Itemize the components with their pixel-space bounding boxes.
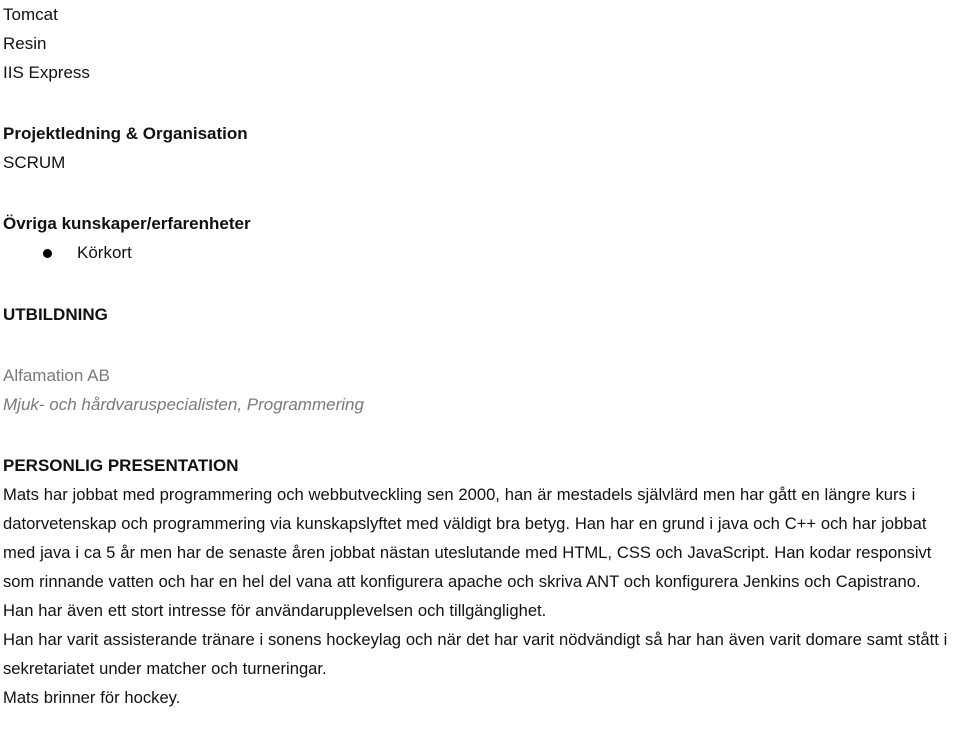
presentation-paragraph: Mats har jobbat med programmering och webbutveckling sen 2000, han är mestadels självlärd men har gått en längre kurs i datorvetenskap och programmering via kunskapslyftet med väldigt bra betyg. Han har en grund i java och C++ och har jobbat med java i ca 5 år men har de senaste åren jobbat nästan uteslutande med HTML, CSS och JavaScript. Han kodar responsivt som rinnande vatten och har en hel del vana att konfigurera apache och skriva ANT och konfigurera Jenkins och Capistrano. Han har även ett stort intresse för användarupplevelsen och tillgänglighet.: [3, 485, 932, 620]
education-program: Mjuk- och hårdvaruspecialisten, Programmering: [3, 395, 364, 414]
spacer: [3, 329, 955, 361]
spacer: [3, 87, 955, 119]
other-skills-item-text: Körkort: [77, 243, 132, 262]
project-management-heading: Projektledning & Organisation: [3, 124, 248, 143]
presentation-paragraph: Mats brinner för hockey.: [3, 688, 181, 707]
presentation-body: [3, 480, 955, 712]
server-item: Resin: [3, 34, 47, 53]
project-management-item: SCRUM: [3, 153, 66, 172]
other-skills-list-item: [3, 238, 955, 268]
server-item: Tomcat: [3, 5, 58, 24]
other-skills-heading: Övriga kunskaper/erfarenheter: [3, 214, 251, 233]
presentation-heading: PERSONLIG PRESENTATION: [3, 456, 239, 475]
education-heading: UTBILDNING: [3, 305, 108, 324]
server-item: IIS Express: [3, 63, 90, 82]
education-school: Alfamation AB: [3, 366, 110, 385]
spacer: [3, 419, 955, 451]
spacer: [3, 177, 955, 209]
cv-document: [3, 0, 955, 712]
bullet-icon: [43, 249, 52, 258]
spacer: [3, 268, 955, 300]
presentation-paragraph: Han har varit assisterande tränare i sonens hockeylag och när det har varit nödvändigt så har han även varit domare samt stått i sekretariatet under matcher och turneringar.: [3, 630, 948, 678]
